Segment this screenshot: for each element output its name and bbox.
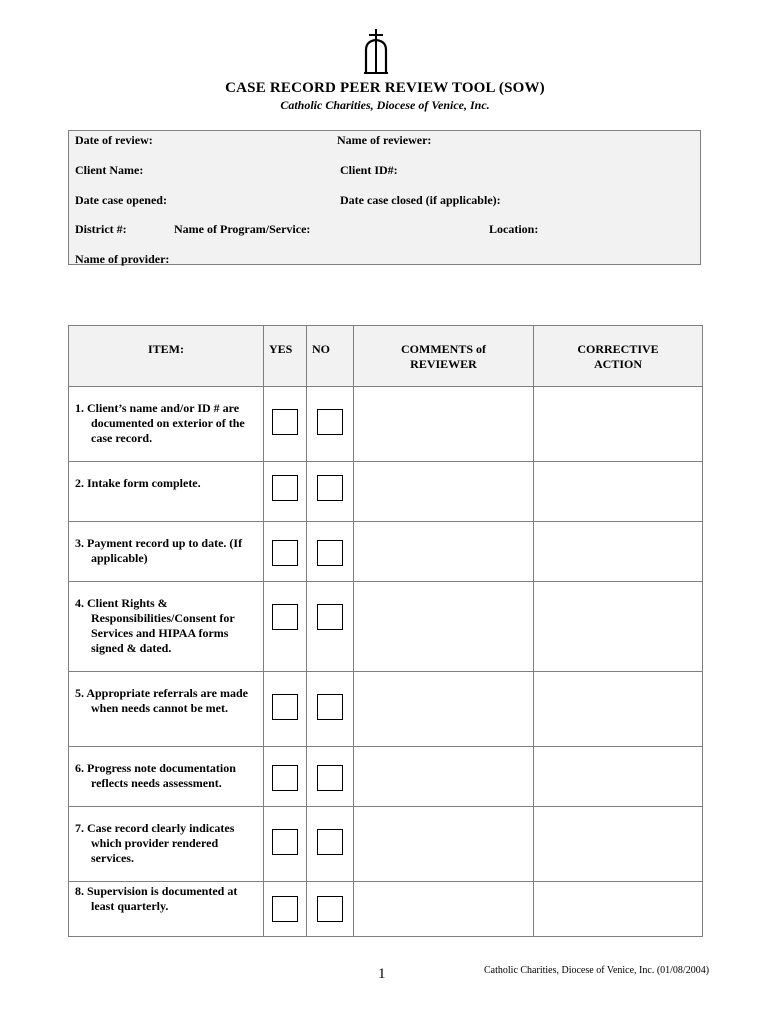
comments-cell[interactable] [354, 807, 534, 882]
no-checkbox[interactable] [317, 765, 343, 791]
corrective-action-cell[interactable] [534, 387, 703, 462]
no-cell [307, 747, 354, 807]
case-info-box [68, 130, 701, 265]
yes-checkbox[interactable] [272, 765, 298, 791]
yes-checkbox[interactable] [272, 475, 298, 501]
no-cell [307, 582, 354, 672]
item-cell: 3. Payment record up to date. (If applicable) [69, 522, 264, 582]
yes-checkbox[interactable] [272, 540, 298, 566]
document-title: CASE RECORD PEER REVIEW TOOL (SOW) [225, 80, 545, 96]
no-checkbox[interactable] [317, 475, 343, 501]
comments-cell[interactable] [354, 462, 534, 522]
client-id-label: Client ID#: [340, 163, 398, 177]
name-of-reviewer-label: Name of reviewer: [337, 133, 432, 147]
item-cell: 7. Case record clearly indicates which provider rendered services. [69, 807, 264, 882]
yes-cell [264, 747, 307, 807]
no-cell [307, 387, 354, 462]
corrective-action-cell[interactable] [534, 522, 703, 582]
yes-cell [264, 672, 307, 747]
corrective-action-cell[interactable] [534, 582, 703, 672]
table-row [69, 462, 703, 522]
no-checkbox[interactable] [317, 694, 343, 720]
location-label: Location: [489, 222, 539, 236]
yes-cell [264, 582, 307, 672]
corrective-action-cell[interactable] [534, 807, 703, 882]
no-checkbox[interactable] [317, 829, 343, 855]
no-checkbox[interactable] [317, 409, 343, 435]
comments-cell[interactable] [354, 522, 534, 582]
table-row [69, 807, 703, 882]
no-cell [307, 882, 354, 937]
yes-checkbox[interactable] [272, 694, 298, 720]
corrective-action-cell[interactable] [534, 462, 703, 522]
no-checkbox[interactable] [317, 540, 343, 566]
no-column-header: NO [307, 326, 354, 387]
corrective-action-column-header: CORRECTIVE ACTION [534, 326, 703, 387]
item-cell: 4. Client Rights & Responsibilities/Consent for Services and HIPAA forms signed & dated. [69, 582, 264, 672]
catholic-charities-logo-icon [360, 28, 392, 78]
yes-checkbox[interactable] [272, 604, 298, 630]
item-cell: 5. Appropriate referrals are made when needs cannot be met. [69, 672, 264, 747]
date-case-opened-label: Date case opened: [75, 193, 167, 207]
table-row [69, 582, 703, 672]
document-subtitle: Catholic Charities, Diocese of Venice, Inc. [280, 98, 490, 112]
review-table [68, 325, 703, 937]
program-service-label: Name of Program/Service: [174, 222, 311, 236]
yes-cell [264, 882, 307, 937]
table-row [69, 882, 703, 937]
table-row [69, 672, 703, 747]
provider-label: Name of provider: [75, 252, 170, 266]
item-column-header: ITEM: [69, 326, 264, 387]
page-number: 1 [378, 966, 386, 982]
item-cell: 8. Supervision is documented at least quarterly. [69, 882, 264, 937]
comments-cell[interactable] [354, 387, 534, 462]
comments-cell[interactable] [354, 582, 534, 672]
yes-cell [264, 387, 307, 462]
no-cell [307, 462, 354, 522]
corrective-action-cell[interactable] [534, 882, 703, 937]
comments-column-header: COMMENTS of REVIEWER [354, 326, 534, 387]
yes-cell [264, 462, 307, 522]
date-of-review-label: Date of review: [75, 133, 153, 147]
yes-checkbox[interactable] [272, 829, 298, 855]
client-name-label: Client Name: [75, 163, 144, 177]
no-cell [307, 672, 354, 747]
comments-cell[interactable] [354, 672, 534, 747]
no-cell [307, 807, 354, 882]
item-cell: 1. Client’s name and/or ID # are documented on exterior of the case record. [69, 387, 264, 462]
date-case-closed-label: Date case closed (if applicable): [340, 193, 501, 207]
no-checkbox[interactable] [317, 896, 343, 922]
yes-cell [264, 807, 307, 882]
yes-column-header: YES [264, 326, 307, 387]
yes-checkbox[interactable] [272, 896, 298, 922]
yes-checkbox[interactable] [272, 409, 298, 435]
no-checkbox[interactable] [317, 604, 343, 630]
district-label: District #: [75, 222, 127, 236]
table-header-row [69, 326, 703, 387]
corrective-action-cell[interactable] [534, 747, 703, 807]
item-cell: 6. Progress note documentation reflects needs assessment. [69, 747, 264, 807]
item-cell: 2. Intake form complete. [69, 462, 264, 522]
comments-cell[interactable] [354, 882, 534, 937]
table-row [69, 522, 703, 582]
corrective-action-cell[interactable] [534, 672, 703, 747]
table-row [69, 387, 703, 462]
no-cell [307, 522, 354, 582]
yes-cell [264, 522, 307, 582]
table-row [69, 747, 703, 807]
comments-cell[interactable] [354, 747, 534, 807]
footer-note: Catholic Charities, Diocese of Venice, Inc. (01/08/2004) [484, 965, 710, 976]
